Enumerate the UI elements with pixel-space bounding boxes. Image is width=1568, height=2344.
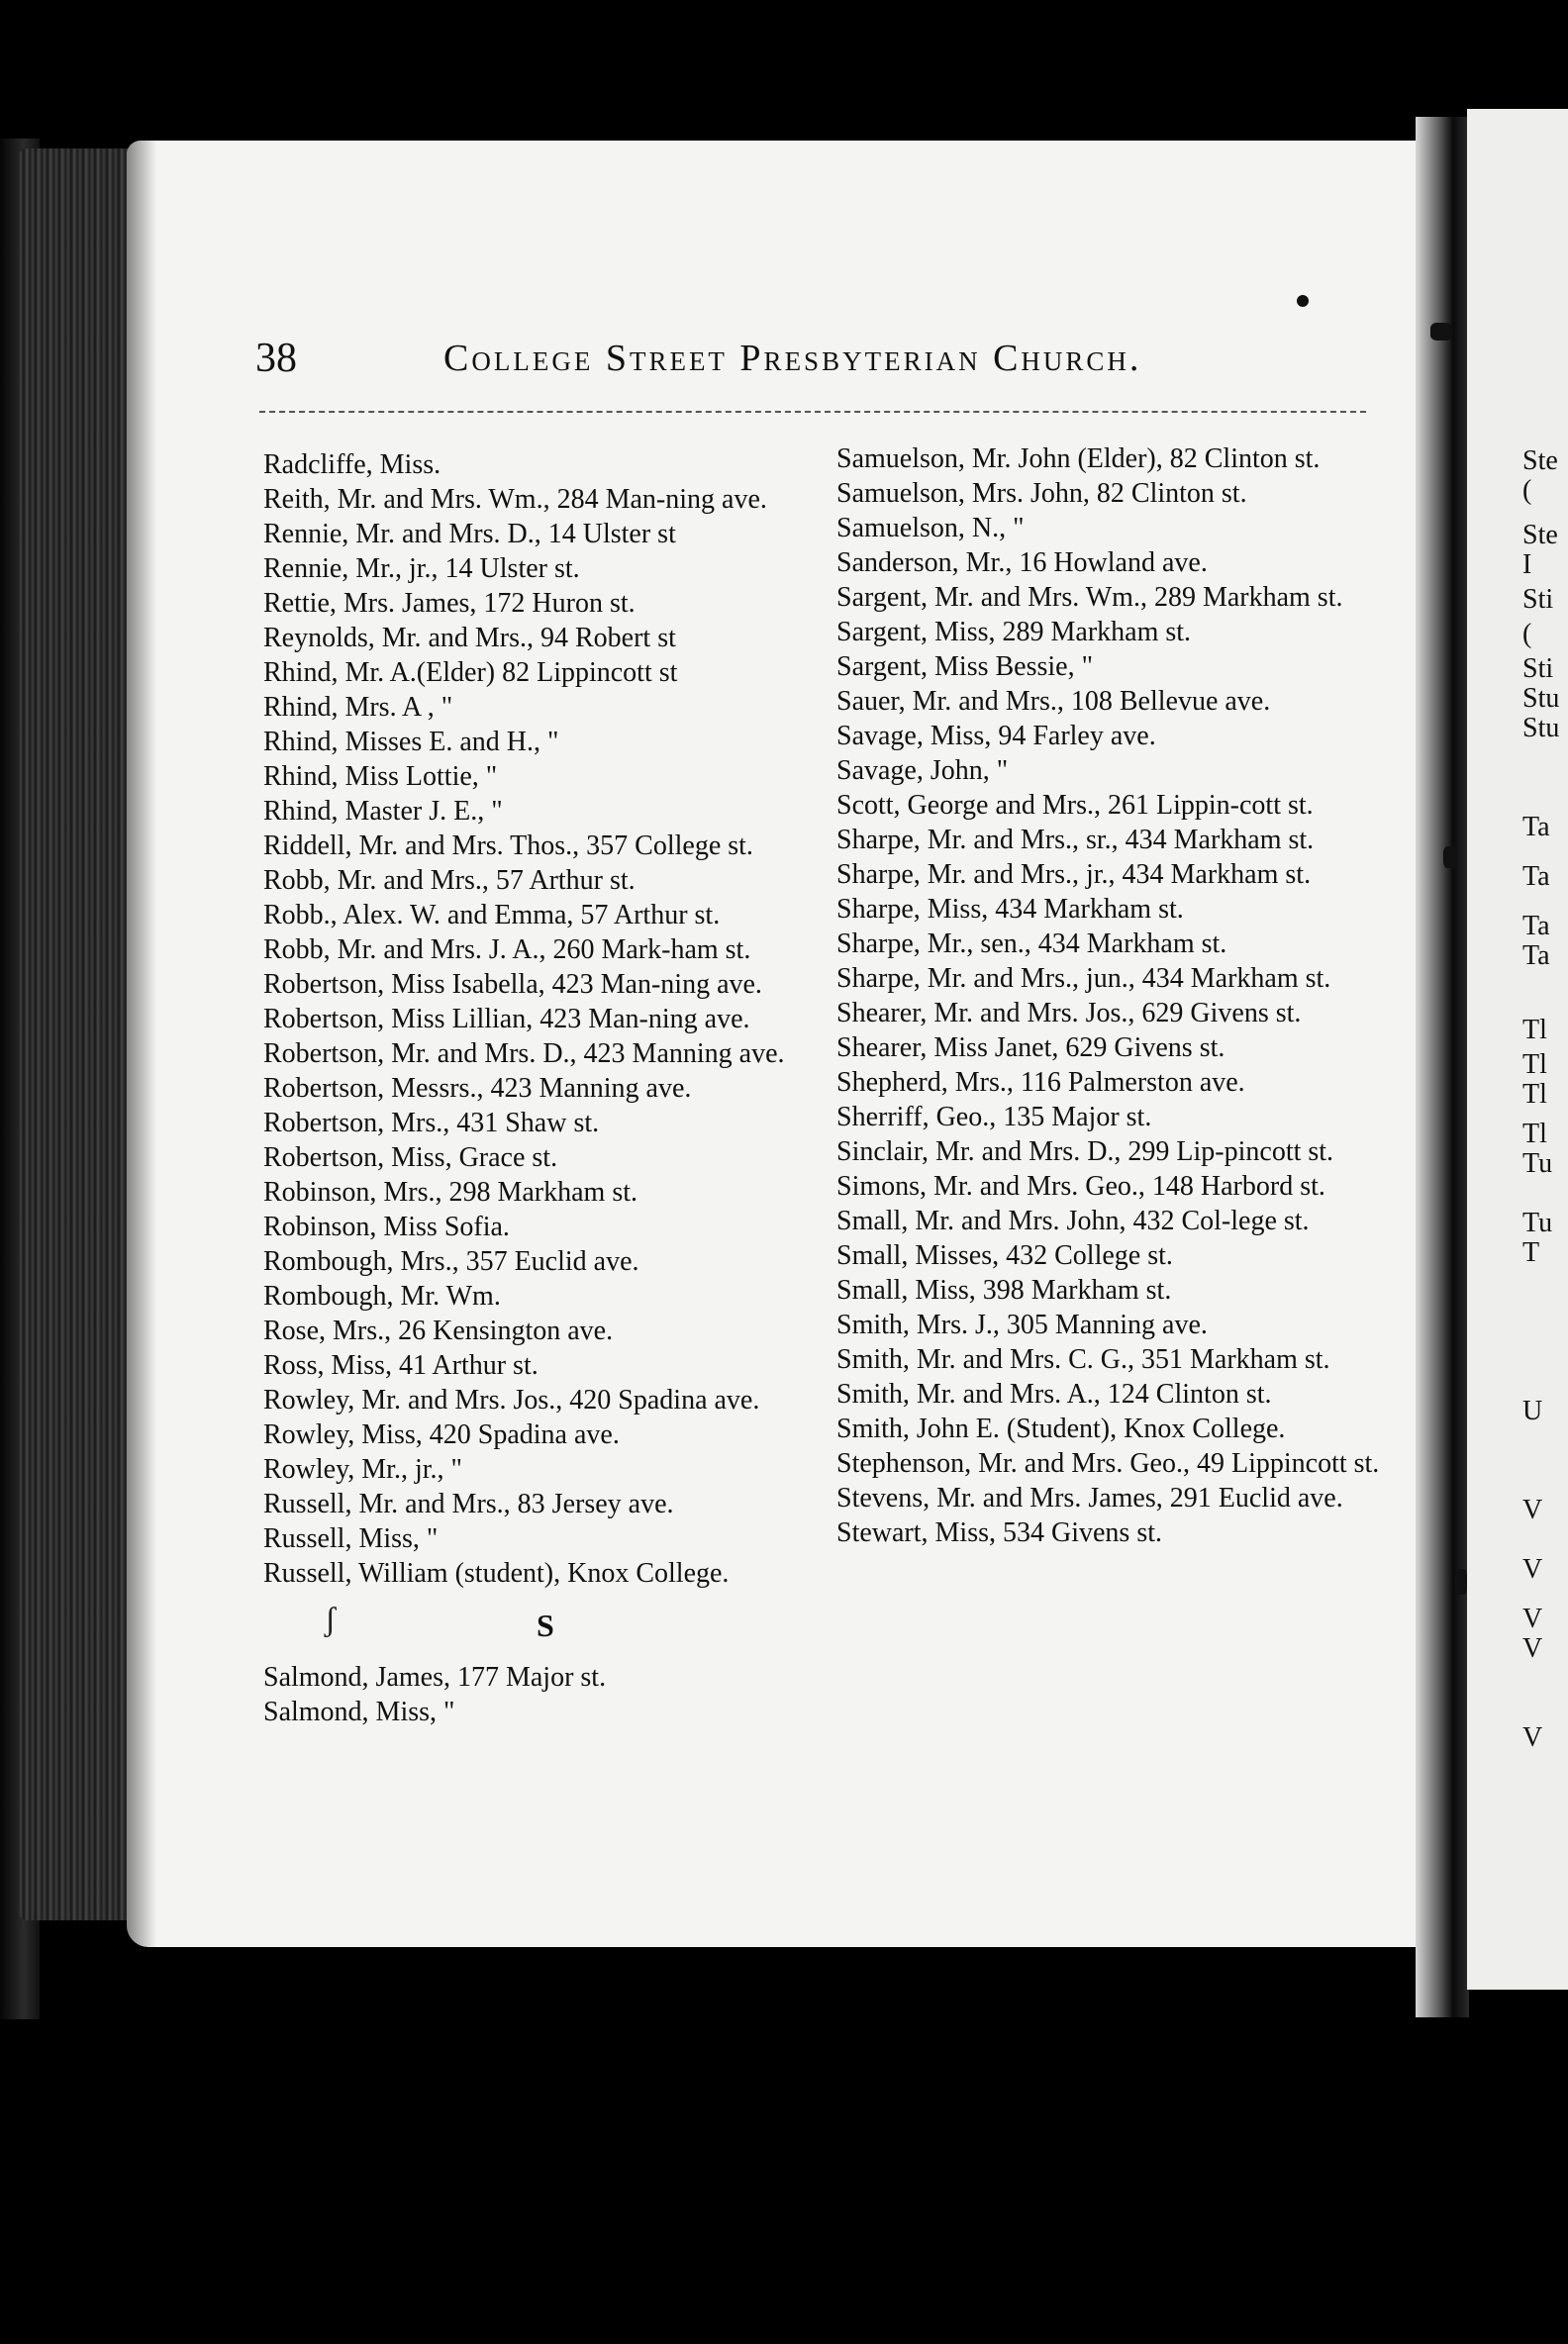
directory-entry: Rowley, Miss, 420 Spadina ave. [263, 1419, 620, 1450]
directory-entry: Robertson, Miss Lillian, 423 Man-ning ave. [263, 1004, 750, 1034]
next-page-fragment: Tl [1522, 1079, 1547, 1110]
directory-list-left [263, 447, 824, 1591]
directory-entry: Shearer, Mr. and Mrs. Jos., 629 Givens st. [836, 998, 1302, 1028]
directory-entry: Russell, William (student), Knox College. [263, 1558, 730, 1589]
directory-entry: Sharpe, Mr., sen., 434 Markham st. [836, 928, 1227, 959]
next-page-fragment: V [1522, 1604, 1543, 1634]
left-column [263, 447, 824, 1729]
next-page-fragment: Stu [1522, 713, 1560, 743]
directory-list-left-after [263, 1660, 824, 1729]
directory-entry: Salmond, Miss, " [263, 1697, 455, 1727]
directory-entry: Sharpe, Mr. and Mrs., jr., 434 Markham st. [836, 859, 1312, 890]
next-page-fragment: Stu [1522, 683, 1560, 714]
page-edges [18, 148, 135, 1920]
directory-entry: Rhind, Mr. A.(Elder) 82 Lippincott st [263, 657, 678, 688]
directory-entry: Smith, John E. (Student), Knox College. [836, 1414, 1286, 1444]
directory-entry: Robb, Mr. and Mrs., 57 Arthur st. [263, 865, 636, 896]
directory-entry: Savage, John, " [836, 755, 1009, 786]
directory-entry: Stevens, Mr. and Mrs. James, 291 Euclid ave. [836, 1483, 1343, 1514]
ink-blot [1430, 323, 1452, 341]
directory-entry: Rowley, Mr., jr., " [263, 1454, 462, 1485]
directory-entry: Robb., Alex. W. and Emma, 57 Arthur st. [263, 900, 721, 930]
directory-entry: Sargent, Mr. and Mrs. Wm., 289 Markham st. [836, 582, 1343, 613]
directory-entry: Ross, Miss, 41 Arthur st. [263, 1350, 539, 1381]
directory-entry: Robertson, Miss Isabella, 423 Man-ning ave. [263, 969, 762, 1000]
next-page-fragments [1522, 443, 1568, 1879]
directory-entry: Smith, Mrs. J., 305 Manning ave. [836, 1310, 1208, 1340]
directory-entry: Rettie, Mrs. James, 172 Huron st. [263, 588, 636, 619]
directory-entry: Small, Mr. and Mrs. John, 432 Col-lege st. [836, 1206, 1310, 1236]
directory-entry: Sharpe, Mr. and Mrs., jun., 434 Markham st. [836, 963, 1331, 994]
pencil-mark: ʃ [325, 1602, 337, 1638]
directory-entry: Savage, Miss, 94 Farley ave. [836, 721, 1156, 751]
directory-entry: Sauer, Mr. and Mrs., 108 Bellevue ave. [836, 686, 1271, 717]
directory-entry: Rhind, Master J. E., " [263, 796, 503, 827]
next-page-fragment: Ta [1522, 861, 1550, 892]
directory-entry: Robinson, Miss Sofia. [263, 1212, 510, 1242]
running-head [255, 331, 1225, 390]
next-page-fragment: Ste [1522, 520, 1558, 550]
directory-entry: Small, Misses, 432 College st. [836, 1240, 1173, 1271]
directory-entry: Sanderson, Mr., 16 Howland ave. [836, 547, 1208, 578]
directory-entry: Smith, Mr. and Mrs. C. G., 351 Markham st. [836, 1344, 1330, 1375]
directory-entry: Robertson, Messrs., 423 Manning ave. [263, 1073, 692, 1104]
next-page-fragment: V [1522, 1495, 1543, 1525]
next-page-fragment: Tl [1522, 1015, 1547, 1045]
directory-entry: Small, Miss, 398 Markham st. [836, 1275, 1172, 1306]
directory-entry: Samuelson, Mrs. John, 82 Clinton st. [836, 478, 1247, 509]
next-page-fragment: Ta [1522, 911, 1550, 941]
directory-entry: Sargent, Miss, 289 Markham st. [836, 617, 1192, 647]
directory-entry: Samuelson, Mr. John (Elder), 82 Clinton st. [836, 443, 1321, 474]
next-page-fragment: I [1522, 549, 1532, 580]
directory-entry: Rombough, Mrs., 357 Euclid ave. [263, 1246, 639, 1277]
directory-entry: Robinson, Mrs., 298 Markham st. [263, 1177, 637, 1208]
directory-entry: Sherriff, Geo., 135 Major st. [836, 1102, 1152, 1132]
directory-entry: Reith, Mr. and Mrs. Wm., 284 Man-ning ave. [263, 484, 767, 515]
next-page-fragment: Tu [1522, 1208, 1553, 1238]
page-number: 38 [255, 336, 297, 381]
directory-entry: Rhind, Mrs. A , " [263, 692, 453, 723]
directory-list-right [836, 441, 1401, 1550]
page-header-title: College Street Presbyterian Church. [443, 338, 1142, 379]
directory-entry: Russell, Mr. and Mrs., 83 Jersey ave. [263, 1489, 674, 1519]
directory-entry: Rhind, Misses E. and H., " [263, 727, 559, 757]
page-shadow [127, 141, 156, 1947]
next-page-fragment: V [1522, 1633, 1543, 1664]
next-page-fragment: Tl [1522, 1119, 1547, 1149]
directory-entry: Rowley, Mr. and Mrs. Jos., 420 Spadina ave. [263, 1385, 760, 1416]
directory-entry: Robertson, Miss, Grace st. [263, 1142, 558, 1173]
directory-entry: Sharpe, Miss, 434 Markham st. [836, 894, 1184, 925]
directory-entry: Rombough, Mr. Wm. [263, 1281, 501, 1312]
next-page-fragment: Tl [1522, 1049, 1547, 1080]
directory-entry: Simons, Mr. and Mrs. Geo., 148 Harbord st. [836, 1171, 1325, 1202]
directory-entry: Reynolds, Mr. and Mrs., 94 Robert st [263, 623, 676, 653]
directory-entry: Samuelson, N., " [836, 513, 1025, 543]
directory-entry: Rose, Mrs., 26 Kensington ave. [263, 1316, 614, 1346]
directory-entry: Robertson, Mrs., 431 Shaw st. [263, 1108, 600, 1138]
next-page-fragment: V [1522, 1554, 1543, 1585]
next-page-fragment: T [1522, 1237, 1540, 1268]
next-page-fragment: V [1522, 1722, 1543, 1753]
next-page-fragment: Ta [1522, 812, 1550, 842]
directory-entry: Robertson, Mr. and Mrs. D., 423 Manning ave. [263, 1038, 785, 1069]
next-page-fragment: U [1522, 1396, 1543, 1426]
section-letter: S [537, 1608, 554, 1643]
directory-entry: Shepherd, Mrs., 116 Palmerston ave. [836, 1067, 1245, 1098]
directory-entry: Rennie, Mr., jr., 14 Ulster st. [263, 553, 580, 584]
directory-entry: Salmond, James, 177 Major st. [263, 1662, 607, 1693]
directory-entry: Rhind, Miss Lottie, " [263, 761, 498, 792]
directory-entry: Sargent, Miss Bessie, " [836, 651, 1094, 682]
next-page-fragment: Sti [1522, 653, 1554, 684]
directory-entry: Radcliffe, Miss. [263, 449, 441, 480]
next-page-fragment: ( [1522, 619, 1532, 649]
header-rule [259, 411, 1366, 413]
next-page-fragment: Ta [1522, 940, 1550, 971]
next-page-fragment: Sti [1522, 584, 1554, 615]
directory-entry: Shearer, Miss Janet, 629 Givens st. [836, 1032, 1225, 1063]
next-page-fragment: Tu [1522, 1148, 1553, 1179]
directory-entry: Sharpe, Mr. and Mrs., sr., 434 Markham st. [836, 825, 1315, 855]
book-gutter [1416, 117, 1469, 2017]
next-page-fragment: Ste [1522, 445, 1558, 476]
ink-blot [1443, 846, 1457, 868]
directory-entry: Sinclair, Mr. and Mrs. D., 299 Lip-pincott st. [836, 1136, 1334, 1167]
directory-entry: Stephenson, Mr. and Mrs. Geo., 49 Lippincott st. [836, 1448, 1380, 1479]
directory-entry: Riddell, Mr. and Mrs. Thos., 357 College st. [263, 830, 753, 861]
next-page-fragment: ( [1522, 475, 1532, 506]
ink-blot [1455, 1569, 1467, 1595]
ink-blot [1297, 295, 1309, 307]
right-column [836, 441, 1401, 1550]
directory-entry: Smith, Mr. and Mrs. A., 124 Clinton st. [836, 1379, 1272, 1410]
directory-entry: Robb, Mr. and Mrs. J. A., 260 Mark-ham st. [263, 934, 751, 965]
directory-entry: Russell, Miss, " [263, 1523, 439, 1554]
directory-entry: Scott, George and Mrs., 261 Lippin-cott st. [836, 790, 1314, 821]
directory-entry: Stewart, Miss, 534 Givens st. [836, 1517, 1162, 1548]
directory-entry: Rennie, Mr. and Mrs. D., 14 Ulster st [263, 519, 676, 549]
section-heading [263, 1591, 824, 1660]
